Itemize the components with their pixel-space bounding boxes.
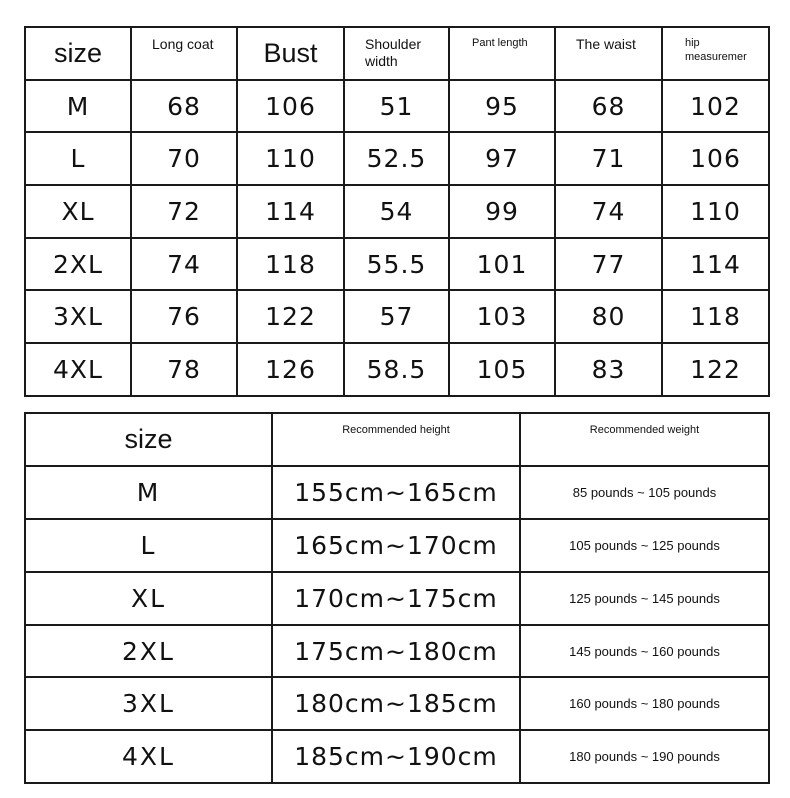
hip-cell: 102	[662, 80, 769, 133]
size-cell: L	[25, 132, 131, 185]
height-cell: 185cm~190cm	[272, 730, 520, 783]
table-row	[25, 290, 769, 343]
weight-cell: 105 pounds ~ 125 pounds	[520, 519, 769, 572]
table-row	[25, 185, 769, 238]
height-cell: 155cm~165cm	[272, 466, 520, 519]
pant-length-cell: 103	[449, 290, 555, 343]
hip-cell: 110	[662, 185, 769, 238]
table-row	[25, 572, 769, 625]
header-long-coat: Long coat	[131, 27, 237, 80]
header-hip: hip measuremer	[662, 27, 769, 80]
hip-cell: 106	[662, 132, 769, 185]
table-row	[25, 625, 769, 678]
table-row	[25, 80, 769, 133]
size-cell: 3XL	[25, 677, 272, 730]
bust-cell: 126	[237, 343, 344, 396]
long-coat-cell: 70	[131, 132, 237, 185]
table-row	[25, 519, 769, 572]
bust-cell: 122	[237, 290, 344, 343]
long-coat-cell: 78	[131, 343, 237, 396]
long-coat-cell: 74	[131, 238, 237, 291]
size-cell: 4XL	[25, 343, 131, 396]
weight-cell: 145 pounds ~ 160 pounds	[520, 625, 769, 678]
pant-length-cell: 97	[449, 132, 555, 185]
bust-cell: 118	[237, 238, 344, 291]
table-header-row	[25, 27, 769, 80]
table-row	[25, 343, 769, 396]
height-cell: 170cm~175cm	[272, 572, 520, 625]
header-bust: Bust	[237, 27, 344, 80]
weight-cell: 85 pounds ~ 105 pounds	[520, 466, 769, 519]
weight-cell: 180 pounds ~ 190 pounds	[520, 730, 769, 783]
hip-cell: 114	[662, 238, 769, 291]
table-header-row	[25, 413, 769, 466]
header-size: size	[25, 413, 272, 466]
header-recommended-weight: Recommended weight	[520, 413, 769, 466]
table-row	[25, 466, 769, 519]
shoulder-cell: 51	[344, 80, 449, 133]
size-cell: 2XL	[25, 625, 272, 678]
size-measurement-table	[24, 26, 770, 397]
height-cell: 165cm~170cm	[272, 519, 520, 572]
waist-cell: 77	[555, 238, 662, 291]
bust-cell: 114	[237, 185, 344, 238]
header-size: size	[25, 27, 131, 80]
shoulder-cell: 55.5	[344, 238, 449, 291]
header-pant-length: Pant length	[449, 27, 555, 80]
shoulder-cell: 57	[344, 290, 449, 343]
header-recommended-height: Recommended height	[272, 413, 520, 466]
size-cell: 2XL	[25, 238, 131, 291]
pant-length-cell: 99	[449, 185, 555, 238]
pant-length-cell: 95	[449, 80, 555, 133]
size-cell: M	[25, 466, 272, 519]
bust-cell: 110	[237, 132, 344, 185]
size-cell: XL	[25, 572, 272, 625]
table-row	[25, 677, 769, 730]
hip-cell: 122	[662, 343, 769, 396]
table-row	[25, 730, 769, 783]
bust-cell: 106	[237, 80, 344, 133]
weight-cell: 160 pounds ~ 180 pounds	[520, 677, 769, 730]
pant-length-cell: 101	[449, 238, 555, 291]
weight-cell: 125 pounds ~ 145 pounds	[520, 572, 769, 625]
shoulder-cell: 58.5	[344, 343, 449, 396]
pant-length-cell: 105	[449, 343, 555, 396]
size-cell: L	[25, 519, 272, 572]
waist-cell: 80	[555, 290, 662, 343]
long-coat-cell: 68	[131, 80, 237, 133]
size-cell: XL	[25, 185, 131, 238]
table-row	[25, 238, 769, 291]
waist-cell: 83	[555, 343, 662, 396]
waist-cell: 74	[555, 185, 662, 238]
height-cell: 180cm~185cm	[272, 677, 520, 730]
long-coat-cell: 76	[131, 290, 237, 343]
waist-cell: 68	[555, 80, 662, 133]
shoulder-cell: 54	[344, 185, 449, 238]
recommendation-table	[24, 412, 770, 784]
table-row	[25, 132, 769, 185]
hip-cell: 118	[662, 290, 769, 343]
header-shoulder-width: Shoulder width	[344, 27, 449, 80]
size-cell: 4XL	[25, 730, 272, 783]
long-coat-cell: 72	[131, 185, 237, 238]
waist-cell: 71	[555, 132, 662, 185]
height-cell: 175cm~180cm	[272, 625, 520, 678]
size-cell: M	[25, 80, 131, 133]
header-waist: The waist	[555, 27, 662, 80]
size-cell: 3XL	[25, 290, 131, 343]
shoulder-cell: 52.5	[344, 132, 449, 185]
